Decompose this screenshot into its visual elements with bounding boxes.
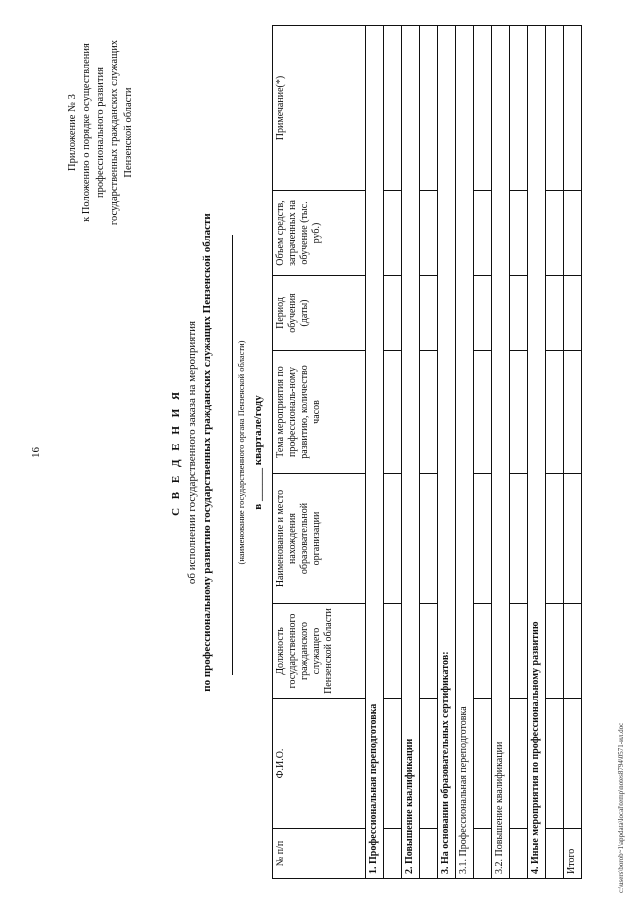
table-cell: [510, 191, 528, 276]
table-cell: [420, 699, 438, 829]
table-cell: [384, 829, 402, 879]
section-row-qualification: [402, 26, 420, 879]
document-subtitle-line-2: по профессиональному развитию государственных гражданских служащих Пензенской области: [201, 213, 213, 692]
table-cell: [384, 474, 402, 604]
section-row-other-activities: [528, 26, 546, 879]
table-row: [474, 26, 492, 879]
appendix-line-1: Приложение № 3: [67, 94, 78, 171]
table-cell: [474, 604, 492, 699]
total-label: Итого: [564, 829, 582, 879]
table-cell: [546, 276, 564, 351]
table-cell: [510, 351, 528, 474]
table-row: [510, 26, 528, 879]
table-cell: [384, 604, 402, 699]
table-row: [420, 26, 438, 879]
table-cell: [546, 351, 564, 474]
organization-caption: (наименование государственного органа Пензенской области): [236, 340, 246, 565]
table-cell: [510, 829, 528, 879]
table-header-row: [273, 26, 366, 879]
section-label: 1. Профессиональная переподготовка: [366, 26, 384, 879]
table-row: [546, 26, 564, 879]
table-cell: [564, 474, 582, 604]
table-cell: [510, 26, 528, 191]
subsection-label: 3.1. Профессиональная переподготовка: [456, 26, 474, 879]
table-cell: [546, 829, 564, 879]
table-cell: [546, 26, 564, 191]
table-cell: [564, 26, 582, 191]
appendix-line-5: Пензенской области: [123, 87, 134, 178]
total-row: [564, 26, 582, 879]
table-cell: [420, 276, 438, 351]
column-header-position: Должность государственного гражданского служащего Пензенской области: [273, 604, 366, 699]
column-header-topic: Тема мероприятия по профессиональ-ному развитию, количество часов: [273, 351, 366, 474]
table-row: [384, 26, 402, 879]
table-cell: [546, 474, 564, 604]
subsection-label: 3.2. Повышение квалификации: [492, 26, 510, 879]
document-subtitle-line-1: об исполнении государственного заказа на мероприятия: [186, 320, 198, 585]
column-header-funds: Объем средств, затраченных на обучение (тыс. руб.): [273, 191, 366, 276]
table-cell: [420, 474, 438, 604]
table-cell: [384, 276, 402, 351]
table-cell: [564, 276, 582, 351]
section-label: 3. На основании образовательных сертификатов:: [438, 26, 456, 879]
table-cell: [510, 699, 528, 829]
table-cell: [474, 829, 492, 879]
table-cell: [384, 26, 402, 191]
appendix-line-2: к Положению о порядке осуществления: [81, 43, 92, 222]
table-cell: [420, 26, 438, 191]
table-cell: [420, 351, 438, 474]
appendix-line-3: профессионального развития: [95, 67, 106, 198]
section-row-certificates: [438, 26, 456, 879]
appendix-note: [66, 20, 136, 245]
table-cell: [510, 276, 528, 351]
section-label: 4. Иные мероприятия по профессиональному развитию: [528, 26, 546, 879]
page-number: 16: [30, 447, 42, 458]
column-header-number: № п/п: [273, 829, 366, 879]
table-cell: [474, 474, 492, 604]
table-cell: [420, 604, 438, 699]
organization-fill-line: [232, 235, 233, 675]
table-cell: [546, 191, 564, 276]
column-header-full-name: Ф.И.О.: [273, 699, 366, 829]
table-cell: [474, 351, 492, 474]
reporting-period: в ______ квартале/году: [252, 395, 264, 510]
table-cell: [564, 351, 582, 474]
table-cell: [510, 474, 528, 604]
table-cell: [420, 191, 438, 276]
table-cell: [546, 604, 564, 699]
subsection-row-qualification: [492, 26, 510, 879]
table-cell: [564, 699, 582, 829]
table-cell: [384, 351, 402, 474]
table-cell: [564, 191, 582, 276]
document-title: С В Е Д Е Н И Я: [170, 389, 182, 516]
subsection-row-retraining: [456, 26, 474, 879]
column-header-period: Период обучения (даты): [273, 276, 366, 351]
table-cell: [384, 699, 402, 829]
table-cell: [474, 191, 492, 276]
column-header-note: Примечание(*): [273, 26, 366, 191]
table-cell: [474, 26, 492, 191]
appendix-line-4: государственных гражданских служащих: [109, 39, 120, 226]
table-cell: [546, 699, 564, 829]
table-cell: [474, 699, 492, 829]
file-path-footer: c:\users\borob~1\appdata\local\temp\notes8794\0571-ил.doc: [617, 722, 625, 893]
table-cell: [564, 604, 582, 699]
section-label: 2. Повышение квалификации: [402, 26, 420, 879]
table-cell: [474, 276, 492, 351]
table-cell: [420, 829, 438, 879]
table-cell: [384, 191, 402, 276]
column-header-organization: Наименование и место нахождения образовательной организации: [273, 474, 366, 604]
section-row-retraining: [366, 26, 384, 879]
report-table: [272, 25, 582, 879]
table-cell: [510, 604, 528, 699]
